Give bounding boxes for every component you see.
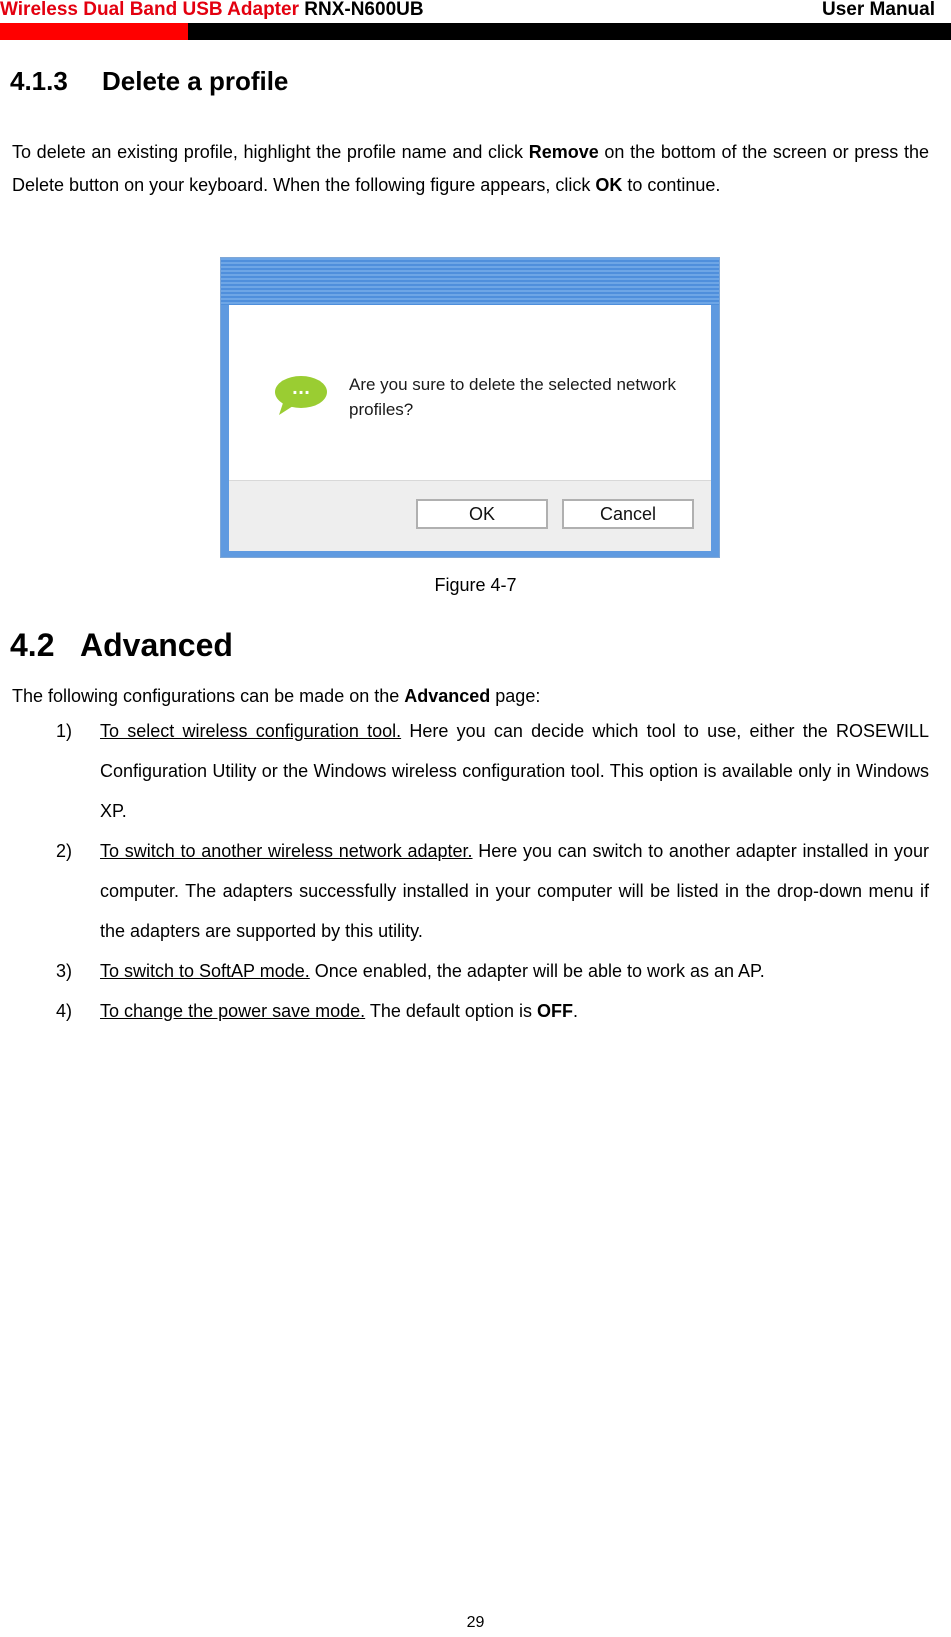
header-model: RNX-N600UB: [304, 0, 424, 20]
intro-text: The following configurations can be made on the: [12, 686, 405, 706]
option-link: To change the power save mode.: [100, 1001, 366, 1021]
section-heading-4-1-3: [10, 66, 288, 97]
dialog-message: Are you sure to delete the selected network profiles?: [349, 375, 676, 419]
ok-button[interactable]: OK: [416, 499, 548, 529]
advanced-options-list: [56, 711, 929, 1031]
list-item: [56, 991, 929, 1031]
list-marker: 1): [56, 721, 73, 741]
off-keyword: OFF: [536, 1001, 573, 1021]
list-marker: 4): [56, 1001, 73, 1021]
delete-profile-paragraph: [12, 136, 929, 202]
section-title: Delete a profile: [102, 66, 289, 96]
header-manual: User Manual: [822, 0, 935, 20]
list-item: [56, 831, 929, 951]
para-text: to continue.: [622, 175, 721, 195]
advanced-keyword: Advanced: [404, 686, 491, 706]
option-link: To switch to SoftAP mode.: [100, 961, 310, 981]
section-title: Advanced: [80, 627, 233, 663]
bubble-dots: ...: [291, 379, 311, 398]
advanced-intro: [12, 680, 929, 713]
section-number: 4.2: [10, 627, 55, 663]
header-title: [0, 0, 424, 20]
section-heading-4-2: [10, 627, 233, 664]
para-text: on the bottom of the screen or press the Delete button on your keyboard. When the following figure appears, click: [12, 142, 929, 195]
delete-confirm-dialog-figure: [220, 257, 720, 558]
dialog-frame-right: [711, 305, 719, 558]
list-item: [56, 951, 929, 991]
dialog-titlebar: [221, 258, 719, 305]
header-bar-red-segment: [0, 23, 188, 40]
figure-caption: Figure 4-7: [434, 575, 517, 595]
dialog-frame-left: [221, 305, 229, 558]
para-text: To delete an existing profile, highlight the profile name and click: [12, 142, 529, 162]
option-text: Here you can decide which tool to use, either the ROSEWILL Configuration Utility or the Windows wireless configuration tool. This option is available only in Windows XP.: [100, 721, 930, 821]
option-link: To switch to another wireless network adapter.: [100, 841, 473, 861]
list-item: [56, 711, 929, 831]
list-marker: 3): [56, 961, 73, 981]
page-header: [0, 0, 951, 22]
option-text-tail: .: [572, 1001, 578, 1021]
header-bar: [0, 23, 951, 40]
section-number: 4.1.3: [10, 66, 68, 96]
header-brand: Wireless Dual Band USB Adapter: [0, 0, 299, 20]
option-text: The default option is: [365, 1001, 537, 1021]
remove-keyword: Remove: [528, 142, 599, 162]
speech-bubble-icon: [273, 373, 329, 417]
intro-text: page:: [490, 686, 541, 706]
page-number: 29: [466, 1614, 485, 1631]
option-link: To select wireless configuration tool.: [100, 721, 402, 741]
cancel-button[interactable]: Cancel: [562, 499, 694, 529]
ok-keyword: OK: [595, 175, 623, 195]
list-marker: 2): [56, 841, 73, 861]
option-text: Once enabled, the adapter will be able to work as an AP.: [309, 961, 765, 981]
option-text: Here you can switch to another adapter installed in your computer. The adapters successfully installed in your computer will be listed in the drop-down menu if the adapters are supported by this utility.: [100, 841, 929, 941]
